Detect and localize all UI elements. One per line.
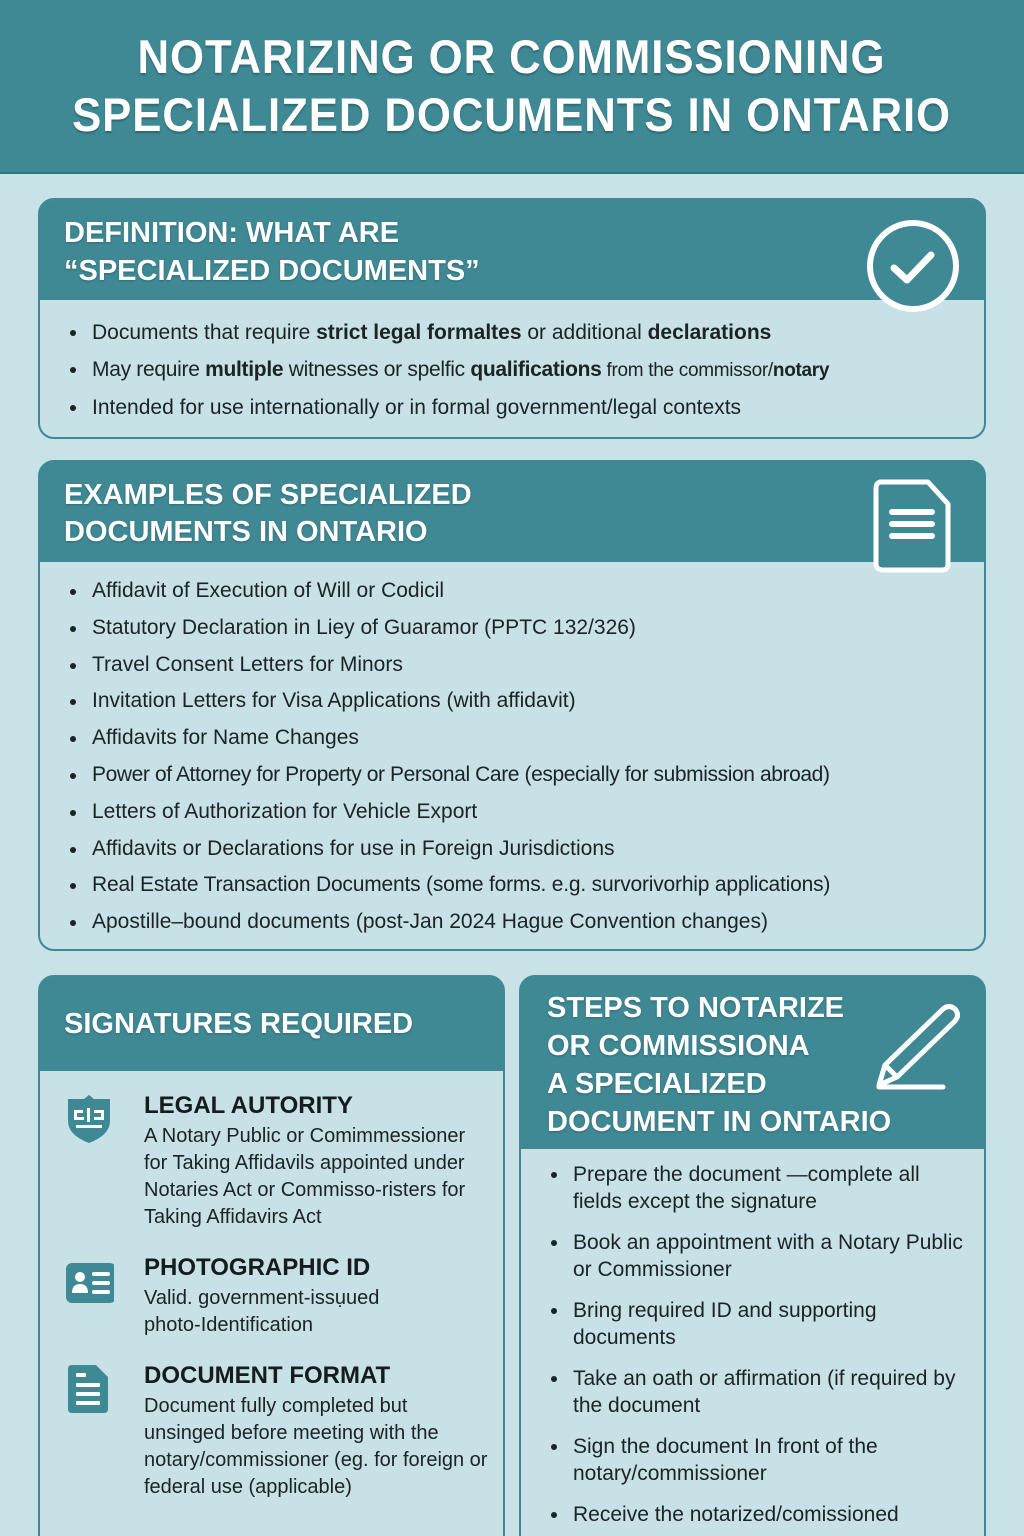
example-item: Apostille–bound documents (post-Jan 2024 Hague Convention changes) [66,904,984,941]
example-item: Real Estate Transaction Documents (some forms. e.g. survorivorhip applications) [66,867,984,904]
definition-list [40,300,984,426]
requirement-description: A Notary Public or Comimmessioner for Taking Affidavils appointed under Notaries Act or Commisso-risters for Taking Affidavirs Act [144,1125,466,1228]
example-item: Letters of Authorization for Vehicle Export [66,794,984,831]
check-circle-icon [865,218,961,314]
example-item: Invitation Letters for Visa Applications (with affidavit) [66,683,984,720]
step-item: Sign the document In front of the notary/commissioner [547,1433,972,1487]
requirement-description: Valid. government-issụued photo-Identification [144,1287,380,1336]
signatures-header [40,977,503,1071]
example-item: Statutory Declaration in Liey of Guaramor (PPTC 132/326) [66,610,984,647]
example-item: Affidavits for Name Changes [66,720,984,757]
steps-heading-line-4: DOCUMENT IN ONTARIO [547,1106,892,1138]
steps-list [521,1149,984,1528]
page-title-line-1: NOTARIZING OR COMMISSIONING [138,30,886,83]
signatures-card [38,975,505,1536]
step-item: Prepare the document —complete all fields except the signature [547,1161,972,1215]
page-title [73,28,952,144]
requirement-title: LEGAL AUTORITY [144,1092,353,1119]
definition-item: Intended for use internationally or in formal government/legal contexts [66,389,984,426]
requirement-title: PHOTOGRAPHIC ID [144,1254,371,1281]
requirement-document-format [40,1361,503,1501]
steps-header [521,977,984,1149]
definition-item: Documents that require strict legal formaltes or additional declarations [66,314,984,351]
example-item: Affidavit of Execution of Will or Codicil [66,573,984,610]
example-item: Travel Consent Letters for Minors [66,647,984,684]
requirement-photographic-id [40,1253,503,1339]
pencil-icon [873,1001,965,1093]
definition-heading-line-1: DEFINITION: WHAT ARE [64,217,400,249]
examples-heading-line-2: DOCUMENTS IN ONTARIO [64,516,428,548]
requirement-legal-authority [40,1091,503,1231]
definition-header [40,200,984,300]
definition-item: May require multiple witnesses or spelfic qualifications from the commissor/notary [66,351,984,389]
definition-heading-line-2: “SPECIALIZED DOCUMENTS” [64,255,480,287]
step-item: Book an appointment with a Notary Public or Commissioner [547,1229,972,1283]
step-item: Bring required ID and supporting documents [547,1297,972,1351]
steps-heading-line-2: OR COMMISSIONA [547,1030,810,1062]
definition-card [38,198,986,439]
id-card-icon [64,1257,114,1309]
step-item: Receive the notarized/comissioned [547,1501,972,1528]
page-title-line-2: SPECIALIZED DOCUMENTS IN ONTARIO [72,88,952,141]
examples-header [40,462,984,562]
steps-heading-line-1: STEPS TO NOTARIZE [547,992,845,1024]
examples-heading-line-1: EXAMPLES OF SPECIALIZED [64,479,472,511]
examples-list [40,562,984,941]
example-item: Affidavits or Declarations for use in Foreign Jurisdictions [66,831,984,868]
page-title-banner [0,0,1024,174]
steps-heading-line-3: A SPECIALIZED [547,1068,767,1100]
requirement-description: Document fully completed but unsinged before meeting with the notary/commissioner (eg. for foreign or federal use (applicable) [144,1395,488,1498]
examples-card [38,460,986,951]
requirement-title: DOCUMENT FORMAT [144,1362,391,1389]
scales-shield-icon [64,1093,114,1145]
document-icon [872,478,954,574]
step-item: Take an oath or affirmation (if required by the document [547,1365,972,1419]
document-icon [64,1363,114,1415]
signatures-heading: SIGNATURES REQUIRED [64,1008,414,1040]
example-item: Power of Attorney for Property or Personal Care (especially for submission abroad) [66,757,984,794]
steps-card [519,975,986,1536]
